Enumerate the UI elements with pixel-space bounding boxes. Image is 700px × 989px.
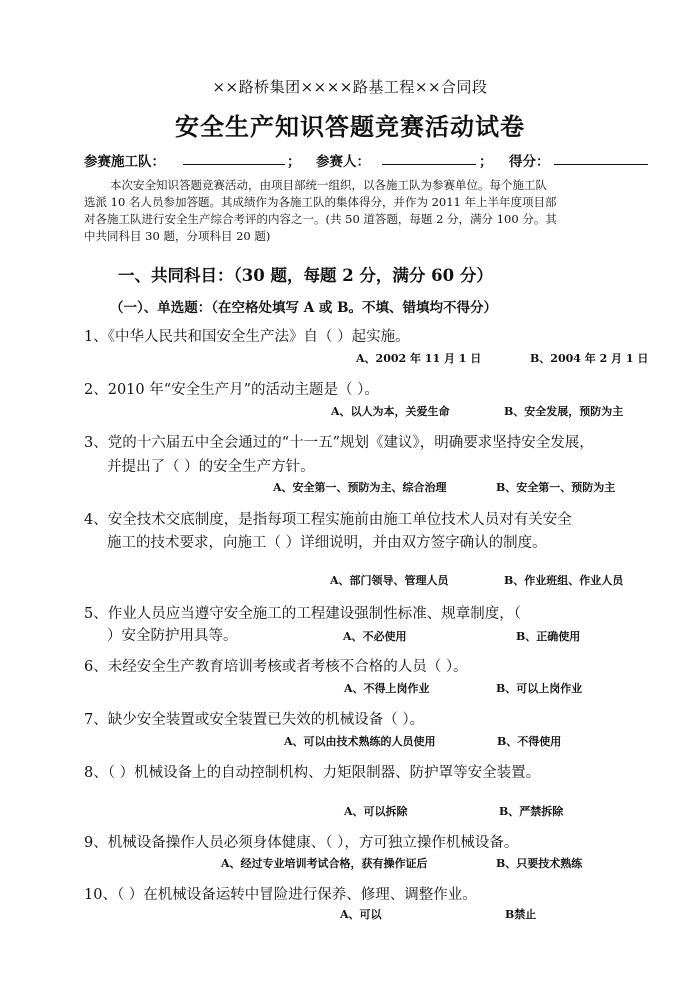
- question-5-cont: ）安全防护用具等。: [107, 628, 238, 644]
- participant-input-line[interactable]: [382, 150, 476, 165]
- option-b: B、2004 年 2 月 1 日: [530, 352, 649, 365]
- team-input-line[interactable]: [183, 150, 285, 165]
- separator: ；: [287, 154, 301, 170]
- option-b: B、安全发展，预防为主: [504, 405, 624, 418]
- option-a: A、安全第一、预防为主、综合治理: [273, 481, 447, 494]
- question-1: 1、《中华人民共和国安全生产法》自（ ）起实施。: [84, 329, 410, 345]
- option-b: B、安全第一、预防为主: [496, 481, 616, 494]
- question-7: 7、缺少安全装置或安全装置已失效的机械设备（ ）。: [84, 712, 425, 728]
- option-a: A、以人为本，关爱生命: [331, 405, 450, 418]
- question-6: 6、未经安全生产教育培训考核或者考核不合格的人员（ ）。: [84, 659, 468, 675]
- option-b: B、严禁拆除: [499, 805, 564, 818]
- score-input-line[interactable]: [554, 150, 648, 165]
- option-b: B、不得使用: [497, 735, 562, 748]
- exam-title: 安全生产知识答题竞赛活动试卷: [175, 112, 525, 141]
- question-10: 10、（ ）在机械设备运转中冒险进行保养、修理、调整作业。: [84, 887, 477, 903]
- option-a: A、不得上岗作业: [344, 682, 430, 695]
- option-b: B、可以上岗作业: [496, 682, 583, 695]
- option-b: B禁止: [505, 908, 537, 921]
- question-2: 2、2010 年“安全生产月”的活动主题是（ ）。: [84, 382, 379, 398]
- option-a: A、部门领导、管理人员: [330, 574, 449, 587]
- option-a: A、可以由技术熟练的人员使用: [284, 735, 436, 748]
- question-4: 4、安全技术交底制度，是指每项工程实施前由施工单位技术人员对有关安全: [84, 512, 572, 528]
- team-label: 参赛施工队：: [84, 154, 165, 170]
- separator: ；: [479, 154, 493, 170]
- option-a: A、不必使用: [343, 630, 407, 643]
- option-b: B、正确使用: [516, 630, 581, 643]
- question-3-cont: 并提出了（ ）的安全生产方针。: [107, 459, 315, 475]
- question-8: 8、（ ）机械设备上的自动控制机构、力矩限制器、防护罩等安全装置。: [84, 765, 541, 781]
- participant-label: 参赛人：: [316, 154, 370, 170]
- option-a: A、经过专业培训考试合格，获有操作证后: [221, 857, 428, 870]
- question-9: 9、机械设备操作人员必须身体健康、（ ），方可独立操作机械设备。: [84, 835, 519, 851]
- intro-line: 选派 10 名人员参加答题。其成绩作为各施工队的集体得分，并作为 2011 年上半年度项目部: [84, 195, 557, 209]
- option-a: A、2002 年 11 月 1 日: [356, 352, 482, 365]
- question-3: 3、党的十六届五中全会通过的“十一五”规划《建议》，明确要求坚持安全发展，: [84, 435, 594, 451]
- score-label: 得分：: [509, 154, 550, 170]
- intro-line: 对各施工队进行安全生产综合考评的内容之一。(共 50 道答题，每题 2 分，满分 100 分。其: [84, 212, 557, 226]
- option-b: B、只要技术熟练: [496, 857, 583, 870]
- intro-line: 本次安全知识答题竞赛活动，由项目部统一组织，以各施工队为参赛单位。每个施工队: [110, 178, 547, 192]
- organization-header: ××路桥集团××××路基工程××合同段: [212, 78, 488, 96]
- question-5: 5、作业人员应当遵守安全施工的工程建设强制性标准、规章制度，（: [84, 606, 521, 622]
- question-4-cont: 施工的技术要求，向施工（ ）详细说明，并由双方签字确认的制度。: [107, 535, 547, 551]
- option-a: A、可以: [340, 908, 382, 921]
- option-b: B、作业班组、作业人员: [504, 574, 624, 587]
- option-a: A、可以拆除: [344, 805, 408, 818]
- section-subtitle: （一）、单选题：（在空格处填写 A 或 B。不填、错填均不得分）: [110, 300, 497, 316]
- section-title: 一、共同科目：（30 题，每题 2 分，满分 60 分）: [118, 266, 493, 285]
- intro-line: 中共同科目 30 题，分项科目 20 题): [84, 229, 271, 243]
